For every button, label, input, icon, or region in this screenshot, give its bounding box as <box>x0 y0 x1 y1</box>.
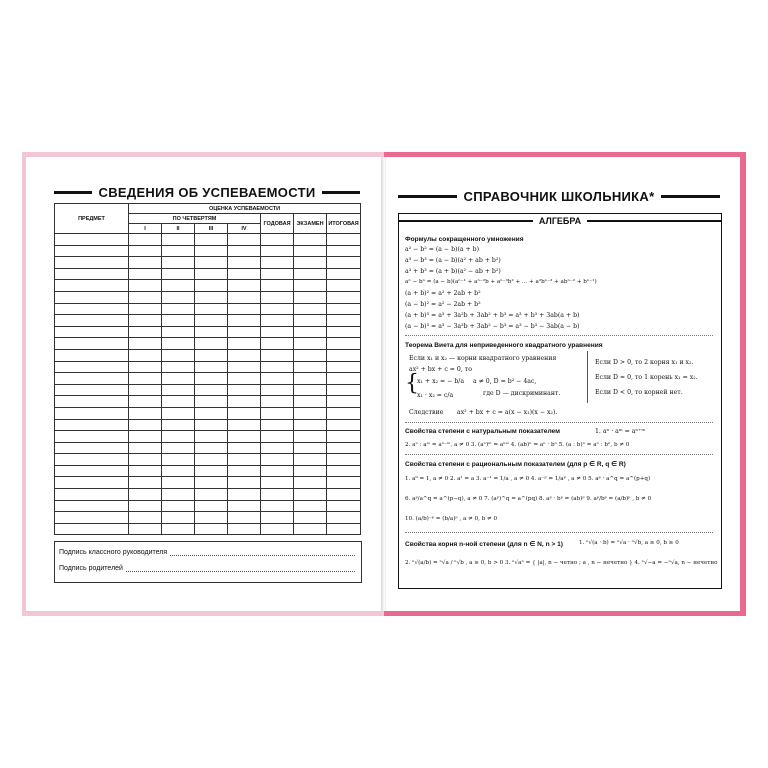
grade-cell[interactable] <box>327 454 361 466</box>
grade-cell[interactable] <box>294 523 327 535</box>
nat-power-title: Свойства степени с натуральным показателем <box>405 428 561 435</box>
grade-cell[interactable] <box>129 234 162 246</box>
left-page-title: СВЕДЕНИЯ ОБ УСПЕВАЕМОСТИ <box>98 185 316 200</box>
table-row <box>55 512 361 524</box>
grade-cell[interactable] <box>162 465 195 477</box>
grade-cell[interactable] <box>162 396 195 408</box>
grade-cell[interactable] <box>261 407 294 419</box>
vieta-equation: ax² + bx + c = 0, то <box>409 366 472 373</box>
grade-cell[interactable] <box>129 349 162 361</box>
subject-cell[interactable] <box>55 419 129 431</box>
grade-cell[interactable] <box>228 465 261 477</box>
grade-cell[interactable] <box>261 280 294 292</box>
reference-box <box>398 213 722 589</box>
grade-cell[interactable] <box>162 477 195 489</box>
grade-cell[interactable] <box>294 489 327 501</box>
section-divider <box>405 422 713 423</box>
section-divider <box>405 335 713 336</box>
grade-cell[interactable] <box>261 291 294 303</box>
root-rule-1: 1. ⁿ√(a · b) = ⁿ√a · ⁿ√b, a ≥ 0, b ≥ 0 <box>579 540 679 546</box>
grade-cell[interactable] <box>294 477 327 489</box>
grade-cell[interactable] <box>294 257 327 269</box>
grade-cell[interactable] <box>327 489 361 501</box>
grade-cell[interactable] <box>228 315 261 327</box>
subject-cell[interactable] <box>55 326 129 338</box>
grade-cell[interactable] <box>129 512 162 524</box>
subject-cell[interactable] <box>55 512 129 524</box>
grade-cell[interactable] <box>195 303 228 315</box>
grade-cell[interactable] <box>195 454 228 466</box>
vieta-sum: x₁ + x₂ = − b/a <box>417 378 465 385</box>
grade-cell[interactable] <box>162 280 195 292</box>
grade-cell[interactable] <box>327 523 361 535</box>
subject-cell[interactable] <box>55 489 129 501</box>
grade-cell[interactable] <box>162 419 195 431</box>
subject-cell[interactable] <box>55 442 129 454</box>
grade-cell[interactable] <box>195 291 228 303</box>
grade-cell[interactable] <box>261 315 294 327</box>
grade-cell[interactable] <box>327 245 361 257</box>
table-row <box>55 349 361 361</box>
grade-cell[interactable] <box>228 245 261 257</box>
grade-cell[interactable] <box>162 315 195 327</box>
grade-cell[interactable] <box>261 396 294 408</box>
grade-cell[interactable] <box>129 442 162 454</box>
table-row <box>55 268 361 280</box>
table-row <box>55 523 361 535</box>
table-row <box>55 419 361 431</box>
grade-cell[interactable] <box>294 512 327 524</box>
grade-cell[interactable] <box>294 280 327 292</box>
right-page-title: СПРАВОЧНИК ШКОЛЬНИКА* <box>463 189 655 204</box>
grade-cell[interactable] <box>228 431 261 443</box>
table-row <box>55 477 361 489</box>
abbrev-title: Формулы сокращенного умножения <box>405 236 524 243</box>
grade-cell[interactable] <box>195 523 228 535</box>
col-subject-header: ПРЕДМЕТ <box>55 204 129 234</box>
grade-cell[interactable] <box>162 523 195 535</box>
subject-cell[interactable] <box>55 465 129 477</box>
grade-cell[interactable] <box>195 465 228 477</box>
subject-cell[interactable] <box>55 523 129 535</box>
grade-cell[interactable] <box>327 373 361 385</box>
grade-cell[interactable] <box>195 234 228 246</box>
grade-cell[interactable] <box>228 257 261 269</box>
grade-cell[interactable] <box>162 489 195 501</box>
grade-cell[interactable] <box>261 373 294 385</box>
quarter-4-header: IV <box>228 224 261 234</box>
algebra-section-title: АЛГЕБРА <box>538 216 582 226</box>
col-year-header: ГОДОВАЯ <box>261 214 294 234</box>
grade-cell[interactable] <box>162 384 195 396</box>
table-row <box>55 384 361 396</box>
grade-cell[interactable] <box>261 465 294 477</box>
table-row <box>55 291 361 303</box>
grade-cell[interactable] <box>129 384 162 396</box>
subject-cell[interactable] <box>55 280 129 292</box>
grade-cell[interactable] <box>129 477 162 489</box>
grade-cell[interactable] <box>261 245 294 257</box>
table-row <box>55 315 361 327</box>
grade-cell[interactable] <box>195 396 228 408</box>
grade-cell[interactable] <box>129 257 162 269</box>
grade-cell[interactable] <box>294 396 327 408</box>
vieta-condition: a ≠ 0, D = b² − 4ac, <box>473 378 537 385</box>
grade-cell[interactable] <box>261 303 294 315</box>
grade-cell[interactable] <box>294 373 327 385</box>
grade-cell[interactable] <box>327 442 361 454</box>
vieta-case: Если D = 0, то 1 корень x₁ = x₂. <box>595 374 698 381</box>
subject-cell[interactable] <box>55 384 129 396</box>
grade-cell[interactable] <box>162 373 195 385</box>
subject-cell[interactable] <box>55 373 129 385</box>
grade-cell[interactable] <box>294 291 327 303</box>
table-row <box>55 326 361 338</box>
subject-cell[interactable] <box>55 477 129 489</box>
left-page-header <box>54 185 360 200</box>
grade-cell[interactable] <box>228 373 261 385</box>
grade-cell[interactable] <box>327 396 361 408</box>
root-rules: 2. ⁿ√(a/b) = ⁿ√a / ⁿ√b , a ≥ 0, b > 0 3. ⁿ√aⁿ = { |a|, n − четно ; a , n − нечетно } 4. ⁿ√−a = −ⁿ√a, n − нечетно <box>405 560 718 566</box>
grade-cell[interactable] <box>294 431 327 443</box>
rat-power-rules-2: 6. aᵖ/a^q = a^(p−q), a ≠ 0 7. (aᵖ)^q = a^(pq) 8. aᵖ · bᵖ = (ab)ᵖ 9. aᵖ/bᵖ = (a/b)ᵖ , b ≠ 0 <box>405 496 652 502</box>
grade-cell[interactable] <box>195 349 228 361</box>
grade-cell[interactable] <box>294 384 327 396</box>
grade-cell[interactable] <box>228 268 261 280</box>
grade-cell[interactable] <box>228 384 261 396</box>
grade-cell[interactable] <box>228 523 261 535</box>
grade-cell[interactable] <box>162 500 195 512</box>
grade-cell[interactable] <box>228 338 261 350</box>
grade-cell[interactable] <box>129 396 162 408</box>
right-page <box>386 157 740 611</box>
subject-cell[interactable] <box>55 431 129 443</box>
abbrev-formula: (a + b)² = a² + 2ab + b² <box>405 290 481 297</box>
grade-cell[interactable] <box>261 477 294 489</box>
grade-cell[interactable] <box>327 465 361 477</box>
grade-cell[interactable] <box>327 419 361 431</box>
table-row <box>55 257 361 269</box>
grade-cell[interactable] <box>294 338 327 350</box>
grade-cell[interactable] <box>327 303 361 315</box>
grade-cell[interactable] <box>327 407 361 419</box>
signature-parents-label: Подпись родителей <box>59 565 123 572</box>
grade-cell[interactable] <box>327 431 361 443</box>
grade-cell[interactable] <box>162 338 195 350</box>
grade-cell[interactable] <box>294 454 327 466</box>
grade-cell[interactable] <box>327 291 361 303</box>
grade-cell[interactable] <box>228 326 261 338</box>
grade-cell[interactable] <box>261 442 294 454</box>
grade-cell[interactable] <box>261 489 294 501</box>
grade-cell[interactable] <box>228 361 261 373</box>
grade-cell[interactable] <box>162 512 195 524</box>
quarter-3-header: III <box>195 224 228 234</box>
nat-power-rules: 2. aⁿ : aᵐ = aⁿ⁻ᵐ, a ≠ 0 3. (aⁿ)ᵐ = aⁿᵐ 4. (ab)ⁿ = aⁿ · bⁿ 5. (a : b)ⁿ = aⁿ : bⁿ, b ≠ 0 <box>405 442 630 448</box>
abbrev-formula: a² − b² = (a − b)(a + b) <box>405 246 480 253</box>
grade-cell[interactable] <box>228 454 261 466</box>
grade-cell[interactable] <box>195 384 228 396</box>
grade-cell[interactable] <box>129 280 162 292</box>
subject-cell[interactable] <box>55 454 129 466</box>
grade-cell[interactable] <box>228 234 261 246</box>
rat-power-rules-3: 10. (a/b)⁻ᵖ = (b/a)ᵖ , a ≠ 0, b ≠ 0 <box>405 516 498 522</box>
grade-cell[interactable] <box>327 384 361 396</box>
grade-cell[interactable] <box>261 326 294 338</box>
grade-cell[interactable] <box>129 361 162 373</box>
rat-power-rules-1: 1. a⁰ = 1, a ≠ 0 2. a¹ = a 3. a⁻¹ = 1/a , a ≠ 0 4. a⁻ᵖ = 1/aᵖ , a ≠ 0 5. aᵖ · a^q = a^(p+q) <box>405 476 651 482</box>
vieta-case: Если D < 0, то корней нет. <box>595 389 683 396</box>
vieta-case: Если D > 0, то 2 корня x₁ и x₂. <box>595 359 694 366</box>
table-row <box>55 245 361 257</box>
grade-cell[interactable] <box>327 257 361 269</box>
col-final-header: ИТОГОВАЯ <box>327 214 361 234</box>
abbrev-formula: (a + b)³ = a³ + 3a²b + 3ab² + b³ = a³ + b³ + 3ab(a + b) <box>405 312 580 319</box>
grade-cell[interactable] <box>327 500 361 512</box>
grade-cell[interactable] <box>327 477 361 489</box>
grade-cell[interactable] <box>294 303 327 315</box>
vieta-where: где D — дискриминант. <box>483 390 561 397</box>
grade-cell[interactable] <box>228 512 261 524</box>
algebra-section-header <box>399 216 721 226</box>
grade-cell[interactable] <box>261 454 294 466</box>
grade-cell[interactable] <box>228 396 261 408</box>
grade-cell[interactable] <box>261 384 294 396</box>
subject-cell[interactable] <box>55 268 129 280</box>
table-row <box>55 361 361 373</box>
table-row <box>55 280 361 292</box>
grade-cell[interactable] <box>228 303 261 315</box>
subject-cell[interactable] <box>55 349 129 361</box>
grade-cell[interactable] <box>261 419 294 431</box>
grade-cell[interactable] <box>162 361 195 373</box>
grade-cell[interactable] <box>195 257 228 269</box>
signature-teacher-label: Подпись классного руководителя <box>59 549 168 556</box>
grade-cell[interactable] <box>195 512 228 524</box>
subject-cell[interactable] <box>55 291 129 303</box>
signature-box <box>54 541 362 583</box>
subject-cell[interactable] <box>55 303 129 315</box>
grade-cell[interactable] <box>261 349 294 361</box>
vieta-corollary-label: Следствие <box>409 409 444 416</box>
grades-table <box>54 203 361 535</box>
subject-cell[interactable] <box>55 500 129 512</box>
signature-teacher-row[interactable] <box>59 548 355 556</box>
abbrev-formula: (a − b)³ = a³ − 3a²b + 3ab² − b³ = a³ − b³ − 3ab(a − b) <box>405 323 580 330</box>
grade-cell[interactable] <box>162 454 195 466</box>
grade-cell[interactable] <box>195 338 228 350</box>
grade-cell[interactable] <box>261 361 294 373</box>
grade-cell[interactable] <box>294 407 327 419</box>
grade-cell[interactable] <box>294 268 327 280</box>
grade-cell[interactable] <box>195 280 228 292</box>
grade-cell[interactable] <box>195 373 228 385</box>
grade-cell[interactable] <box>294 419 327 431</box>
vieta-intro: Если x₁ и x₂ — корни квадратного уравнения <box>409 355 557 362</box>
grade-cell[interactable] <box>327 349 361 361</box>
grade-cell[interactable] <box>294 315 327 327</box>
col-exam-header: ЭКЗАМЕН <box>294 214 327 234</box>
grade-cell[interactable] <box>228 291 261 303</box>
subject-cell[interactable] <box>55 257 129 269</box>
subject-cell[interactable] <box>55 245 129 257</box>
grade-cell[interactable] <box>162 268 195 280</box>
grade-cell[interactable] <box>129 419 162 431</box>
vieta-product: x₁ · x₂ = c/a <box>417 392 454 399</box>
grade-cell[interactable] <box>294 326 327 338</box>
grade-cell[interactable] <box>129 268 162 280</box>
vieta-brace: { <box>405 371 419 396</box>
nat-power-rule-1: 1. aⁿ · aᵐ = aⁿ⁺ᵐ <box>595 428 646 435</box>
col-quarters-header: ПО ЧЕТВЕРТЯМ <box>129 214 261 224</box>
quarter-2-header: II <box>162 224 195 234</box>
grade-cell[interactable] <box>228 407 261 419</box>
grade-cell[interactable] <box>228 500 261 512</box>
signature-parents-line[interactable] <box>126 564 355 572</box>
section-divider <box>405 532 713 533</box>
grade-cell[interactable] <box>129 523 162 535</box>
grade-cell[interactable] <box>294 361 327 373</box>
section-divider <box>405 454 713 455</box>
grade-cell[interactable] <box>129 326 162 338</box>
grade-cell[interactable] <box>327 512 361 524</box>
grade-cell[interactable] <box>195 500 228 512</box>
grades-table-body <box>55 234 361 535</box>
grade-cell[interactable] <box>129 245 162 257</box>
grade-cell[interactable] <box>261 257 294 269</box>
table-row <box>55 431 361 443</box>
col-grades-header: ОЦЕНКА УСПЕВАЕМОСТИ <box>129 204 361 214</box>
table-row <box>55 465 361 477</box>
grade-cell[interactable] <box>228 477 261 489</box>
grade-cell[interactable] <box>294 465 327 477</box>
grade-cell[interactable] <box>162 326 195 338</box>
grade-cell[interactable] <box>228 280 261 292</box>
abbrev-formula: aⁿ − bⁿ = (a − b)(aⁿ⁻¹ + aⁿ⁻²b + aⁿ⁻³b² + ... + a²bⁿ⁻³ + abⁿ⁻² + bⁿ⁻¹) <box>405 279 597 285</box>
grade-cell[interactable] <box>195 361 228 373</box>
grade-cell[interactable] <box>129 315 162 327</box>
grade-cell[interactable] <box>261 338 294 350</box>
grade-cell[interactable] <box>261 523 294 535</box>
grade-cell[interactable] <box>129 489 162 501</box>
grade-cell[interactable] <box>162 349 195 361</box>
signature-parents-row[interactable] <box>59 564 355 572</box>
grade-cell[interactable] <box>294 245 327 257</box>
table-row <box>55 373 361 385</box>
grade-cell[interactable] <box>327 280 361 292</box>
grade-cell[interactable] <box>294 442 327 454</box>
table-row <box>55 234 361 246</box>
grade-cell[interactable] <box>195 431 228 443</box>
table-row <box>55 303 361 315</box>
grade-cell[interactable] <box>294 349 327 361</box>
grade-cell[interactable] <box>129 291 162 303</box>
grade-cell[interactable] <box>261 431 294 443</box>
grade-cell[interactable] <box>195 419 228 431</box>
table-row <box>55 396 361 408</box>
grade-cell[interactable] <box>162 234 195 246</box>
table-row <box>55 442 361 454</box>
grade-cell[interactable] <box>327 315 361 327</box>
grade-cell[interactable] <box>327 338 361 350</box>
grade-cell[interactable] <box>162 291 195 303</box>
grade-cell[interactable] <box>228 489 261 501</box>
table-row <box>55 489 361 501</box>
grade-cell[interactable] <box>261 500 294 512</box>
grade-cell[interactable] <box>228 419 261 431</box>
grade-cell[interactable] <box>327 234 361 246</box>
grade-cell[interactable] <box>195 489 228 501</box>
table-row <box>55 338 361 350</box>
subject-cell[interactable] <box>55 407 129 419</box>
grade-cell[interactable] <box>195 245 228 257</box>
right-page-header <box>398 189 720 204</box>
grade-cell[interactable] <box>228 349 261 361</box>
quarter-1-header: I <box>129 224 162 234</box>
grade-cell[interactable] <box>129 500 162 512</box>
grade-cell[interactable] <box>327 268 361 280</box>
grade-cell[interactable] <box>195 442 228 454</box>
root-title: Свойства корня n-ной степени (для n ∈ N, n > 1) <box>405 541 563 548</box>
subject-cell[interactable] <box>55 361 129 373</box>
table-row <box>55 500 361 512</box>
grade-cell[interactable] <box>162 407 195 419</box>
grade-cell[interactable] <box>129 407 162 419</box>
vieta-corollary: ax² + bx + c = a(x − x₁)(x − x₂). <box>457 409 558 416</box>
abbrev-formula: a³ + b³ = (a + b)(a² − ab + b²) <box>405 268 501 275</box>
table-row <box>55 454 361 466</box>
grade-cell[interactable] <box>261 512 294 524</box>
rat-power-title: Свойства степени с рациональным показателем (для p ∈ R, q ∈ R) <box>405 461 626 468</box>
grade-cell[interactable] <box>228 442 261 454</box>
grade-cell[interactable] <box>129 373 162 385</box>
grade-cell[interactable] <box>162 442 195 454</box>
grade-cell[interactable] <box>162 257 195 269</box>
subject-cell[interactable] <box>55 315 129 327</box>
grade-cell[interactable] <box>129 465 162 477</box>
grade-cell[interactable] <box>195 407 228 419</box>
grade-cell[interactable] <box>129 431 162 443</box>
signature-teacher-line[interactable] <box>170 548 355 556</box>
grade-cell[interactable] <box>294 500 327 512</box>
grade-cell[interactable] <box>162 431 195 443</box>
grade-cell[interactable] <box>129 454 162 466</box>
vieta-separator <box>587 351 588 403</box>
abbrev-formula: a³ − b³ = (a − b)(a² + ab + b²) <box>405 257 501 264</box>
grade-cell[interactable] <box>162 303 195 315</box>
abbrev-formula: (a − b)² = a² − 2ab + b² <box>405 301 481 308</box>
grade-cell[interactable] <box>261 268 294 280</box>
vieta-title: Теорема Виета для неприведенного квадратного уравнения <box>405 342 603 349</box>
subject-cell[interactable] <box>55 338 129 350</box>
grade-cell[interactable] <box>129 303 162 315</box>
grade-cell[interactable] <box>195 268 228 280</box>
grade-cell[interactable] <box>195 326 228 338</box>
grade-cell[interactable] <box>129 338 162 350</box>
subject-cell[interactable] <box>55 396 129 408</box>
grade-cell[interactable] <box>294 234 327 246</box>
grade-cell[interactable] <box>327 361 361 373</box>
grade-cell[interactable] <box>195 477 228 489</box>
grade-cell[interactable] <box>162 245 195 257</box>
grade-cell[interactable] <box>261 234 294 246</box>
table-row <box>55 407 361 419</box>
grade-cell[interactable] <box>327 326 361 338</box>
grade-cell[interactable] <box>195 315 228 327</box>
subject-cell[interactable] <box>55 234 129 246</box>
left-page <box>26 157 382 611</box>
